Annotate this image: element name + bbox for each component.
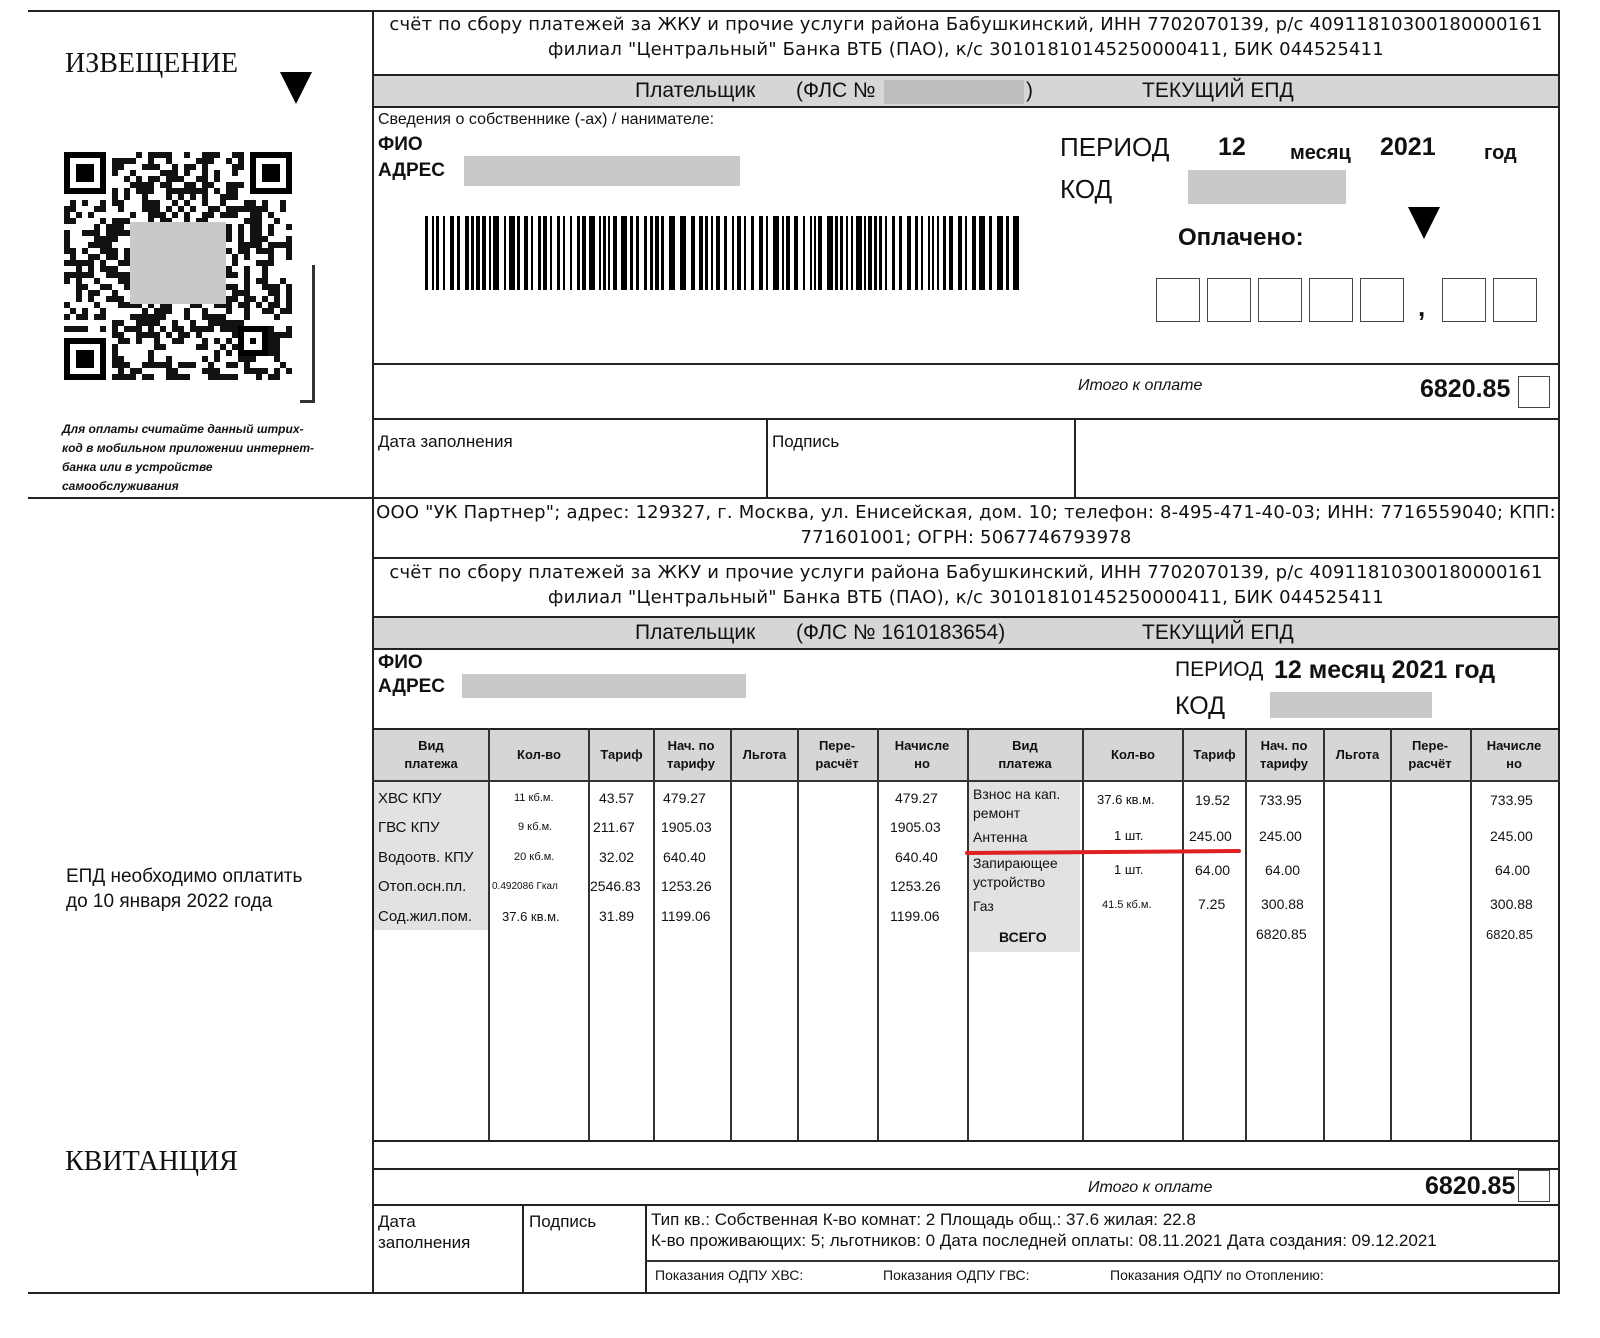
notice-fio-label: ФИО [378, 134, 423, 155]
receipt-period-label: ПЕРИОД [1175, 658, 1264, 681]
receipt-address-label: АДРЕС [378, 676, 446, 697]
paid-kopeck-box-2[interactable] [1493, 278, 1537, 322]
th-left-benefit: Льгота [742, 747, 787, 762]
paid-kopeck-box-1[interactable] [1442, 278, 1486, 322]
notice-address-label: АДРЕС [378, 160, 446, 181]
paid-digit-box-2[interactable] [1207, 278, 1251, 322]
owner-info-label: Сведения о собственнике (-ах) / нанимателе: [378, 111, 715, 128]
pay-until-line1: ЕПД необходимо оплатить [66, 866, 303, 887]
notice-signature-label: Подпись [772, 432, 840, 451]
notice-fls-prefix: (ФЛС № [796, 79, 876, 102]
receipt-signature-label: Подпись [529, 1212, 597, 1231]
th-left-tariff: Тариф [600, 747, 643, 762]
pay-until-line2: до 10 января 2022 года [66, 891, 273, 912]
paid-comma: , [1418, 292, 1426, 322]
receipt-address-redaction [462, 674, 746, 698]
receipt-title: КВИТАНЦИЯ [65, 1146, 238, 1177]
receipt-total-label: Итого к оплате [1088, 1179, 1213, 1196]
qr-caption: Для оплаты считайте данный штрих-код в мобильном приложении интернет-банка или в устройстве самообслуживания [62, 422, 314, 493]
apartment-info-line2: К-во проживающих: 5; льготников: 0 Дата последней оплаты: 08.11.2021 Дата создания: 09.12.2021 [651, 1231, 1437, 1250]
notice-fls-redaction [884, 80, 1024, 104]
notice-title: ИЗВЕЩЕНИЕ [65, 48, 238, 79]
paid-digit-box-5[interactable] [1360, 278, 1404, 322]
receipt-code-label: КОД [1175, 692, 1226, 720]
receipt-fio-label: ФИО [378, 652, 423, 673]
th-right-tariff: Тариф [1193, 747, 1236, 762]
notice-bank-line2: филиал "Центральный" Банка ВТБ (ПАО), к/с 30101810145250000411, БИК 044525411 [548, 39, 1384, 60]
receipt-total-value: 6820.85 [1425, 1172, 1516, 1200]
period-label: ПЕРИОД [1060, 132, 1170, 162]
notice-payer-label: Плательщик [635, 79, 756, 102]
th-left-qty: Кол-во [517, 747, 561, 762]
paid-label: Оплачено: [1178, 224, 1304, 251]
notice-address-redaction [464, 156, 740, 186]
month-word: месяц [1290, 142, 1351, 164]
odpu-gvs-label: Показания ОДПУ ГВС: [883, 1267, 1030, 1283]
company-line2: 771601001; ОГРН: 5067746793978 [800, 527, 1132, 548]
receipt-period-text: 12 месяц 2021 год [1274, 656, 1496, 684]
th-left-accrued-tariff: Нач. по тарифу [667, 738, 715, 771]
receipt-total-checkbox[interactable] [1518, 1170, 1550, 1202]
th-right-accrued-tariff: Нач. по тарифу [1260, 738, 1308, 771]
company-line1: ООО "УК Партнер"; адрес: 129327, г. Москва, ул. Енисейская, дом. 10; телефон: 8-495-471-40-03; ИНН: 7716559040; КПП: [376, 502, 1556, 523]
notice-current-epd: ТЕКУЩИЙ ЕПД [1142, 79, 1294, 102]
paid-digit-box-4[interactable] [1309, 278, 1353, 322]
receipt-current-epd: ТЕКУЩИЙ ЕПД [1142, 621, 1294, 644]
notice-bank-line1: счёт по сбору платежей за ЖКУ и прочие услуги района Бабушкинский, ИНН 7702070139, р/с 40911810300180000161 [389, 14, 1543, 35]
th-right-qty: Кол-во [1111, 747, 1155, 762]
notice-total-value: 6820.85 [1420, 375, 1511, 403]
paid-digit-box-1[interactable] [1156, 278, 1200, 322]
period-year: 2021 [1380, 133, 1436, 161]
receipt-payer-label: Плательщик [635, 621, 756, 644]
year-word: год [1484, 142, 1517, 164]
th-left-recalc: Пере-расчёт [815, 738, 859, 771]
code-label: КОД [1060, 174, 1113, 204]
receipt-bank-line2: филиал "Центральный" Банка ВТБ (ПАО), к/с 30101810145250000411, БИК 044525411 [548, 587, 1384, 608]
odpu-hvs-label: Показания ОДПУ ХВС: [655, 1267, 804, 1283]
notice-total-label: Итого к оплате [1078, 377, 1203, 394]
apartment-info-line1: Тип кв.: Собственная К-во комнат: 2 Площадь общ.: 37.6 жилая: 22.8 [651, 1210, 1196, 1229]
arrow-down-icon [278, 70, 314, 106]
arrow-down-icon [1406, 205, 1442, 241]
th-right-total: Начисле но [1486, 738, 1542, 771]
receipt-fls: (ФЛС № 1610183654) [796, 621, 1006, 644]
th-left-total: Начисле но [894, 738, 950, 771]
th-right-type: Вид платежа [998, 738, 1052, 771]
period-month: 12 [1218, 133, 1246, 161]
th-right-benefit: Льгота [1335, 747, 1380, 762]
notice-total-checkbox[interactable] [1518, 376, 1550, 408]
th-left-type: Вид платежа [404, 738, 458, 771]
notice-fill-date-label: Дата заполнения [378, 432, 513, 451]
barcode [425, 216, 1025, 290]
receipt-bank-line1: счёт по сбору платежей за ЖКУ и прочие услуги района Бабушкинский, ИНН 7702070139, р/с 40911810300180000161 [389, 562, 1543, 583]
qr-corner-mark [300, 265, 315, 403]
receipt-code-redaction [1270, 692, 1432, 718]
qr-redaction [130, 222, 226, 304]
receipt-fill-date-line1: Дата [378, 1212, 416, 1231]
notice-fls-suffix: ) [1026, 79, 1033, 102]
odpu-heat-label: Показания ОДПУ по Отоплению: [1110, 1267, 1324, 1283]
th-right-recalc: Пере-расчёт [1408, 738, 1452, 771]
receipt-fill-date-line2: заполнения [378, 1233, 471, 1252]
code-redaction [1188, 170, 1346, 204]
paid-digit-box-3[interactable] [1258, 278, 1302, 322]
